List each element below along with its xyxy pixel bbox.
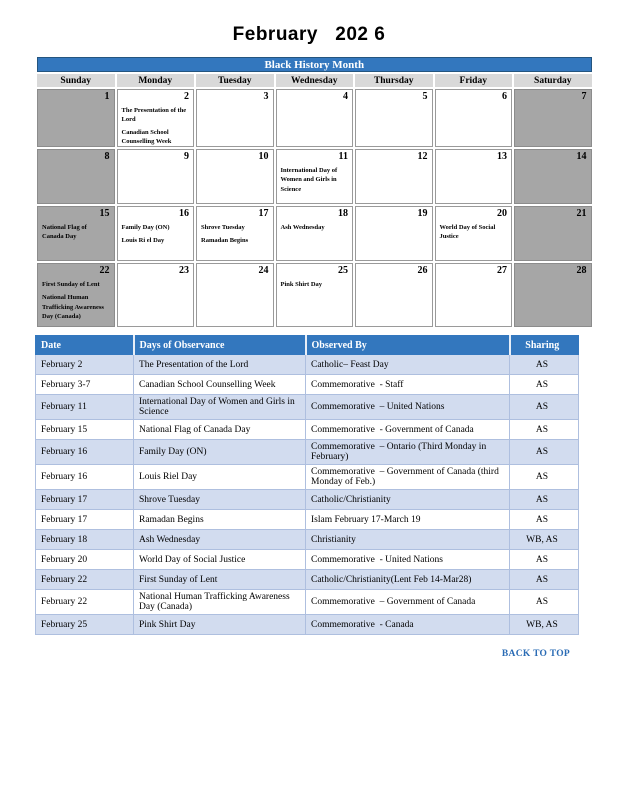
cell-sharing: WB, AS	[510, 615, 579, 635]
cell-sharing: AS	[510, 395, 579, 420]
day-number: 12	[417, 151, 428, 163]
cell-observed-by: Commemorative - United Nations	[306, 550, 510, 570]
cell-date: February 25	[36, 615, 134, 635]
cell-observed-by: Commemorative - Staff	[306, 375, 510, 395]
cell-date: February 18	[36, 530, 134, 550]
day-number: 25	[338, 265, 348, 277]
cell-observed-by: Catholic– Feast Day	[306, 355, 510, 375]
cell-observed-by: Commemorative – Ontario (Third Monday in February)	[306, 440, 510, 465]
cell-sharing: AS	[510, 550, 579, 570]
table-row	[36, 440, 579, 465]
dayname-tuesday: Tuesday	[196, 74, 274, 87]
calendar-day-25	[276, 263, 354, 327]
back-to-top-link[interactable]: BACK TO TOP	[501, 649, 570, 660]
table-row	[36, 420, 579, 440]
calendar-day-28	[514, 263, 592, 327]
calendar-week-2	[37, 149, 592, 204]
day-number: 28	[576, 265, 587, 277]
day-number: 13	[497, 151, 507, 163]
cell-date: February 20	[36, 550, 134, 570]
cell-observed-by: Commemorative - Government of Canada	[306, 420, 510, 440]
cell-sharing: AS	[510, 440, 579, 465]
cell-date: February 3-7	[36, 375, 134, 395]
calendar-event: Ash Wednesday	[280, 224, 325, 232]
cell-observance: Pink Shirt Day	[134, 615, 306, 635]
calendar-day-7	[514, 89, 592, 147]
day-number: 22	[99, 265, 110, 277]
cell-sharing: AS	[510, 590, 579, 615]
dayname-saturday: Saturday	[514, 74, 592, 87]
calendar-day-14	[514, 149, 592, 204]
cell-sharing: AS	[510, 420, 579, 440]
col-header-date: Date	[36, 336, 134, 355]
table-row	[36, 590, 579, 615]
calendar-week-4	[37, 263, 592, 327]
day-number: 9	[184, 151, 189, 163]
day-number: 15	[99, 208, 110, 220]
cell-observance: Ash Wednesday	[134, 530, 306, 550]
calendar-day-17	[196, 206, 274, 261]
table-row	[36, 490, 579, 510]
cell-observance: Family Day (ON)	[134, 440, 306, 465]
day-number: 16	[179, 208, 189, 220]
cell-observance: Louis Riel Day	[134, 465, 306, 490]
calendar-week-3	[37, 206, 592, 261]
dayname-wednesday: Wednesday	[276, 74, 354, 87]
cell-observed-by: Commemorative – Government of Canada (third Monday of Feb.)	[306, 465, 510, 490]
cell-date: February 17	[36, 490, 134, 510]
day-number: 3	[263, 91, 269, 102]
day-number: 5	[422, 91, 428, 102]
day-number: 1	[104, 91, 110, 102]
dayname-friday: Friday	[435, 74, 513, 87]
cell-sharing: WB, AS	[510, 530, 579, 550]
cell-observed-by: Islam February 17-March 19	[306, 510, 510, 530]
calendar-event: Canadian School Counselling Week	[121, 129, 172, 146]
calendar-day-22	[37, 263, 115, 327]
calendar-day-1	[37, 89, 115, 147]
cell-sharing: AS	[510, 355, 579, 375]
cell-observed-by: Commemorative – United Nations	[306, 395, 510, 420]
cell-observed-by: Catholic/Christianity(Lent Feb 14-Mar28)	[306, 570, 510, 590]
calendar-day-20	[435, 206, 513, 261]
day-number: 14	[576, 151, 587, 163]
day-number: 26	[417, 265, 428, 277]
table-row	[36, 615, 579, 635]
back-to-top-container	[0, 643, 578, 661]
col-header-observance: Days of Observance	[134, 336, 306, 355]
cell-observance: Shrove Tuesday	[134, 490, 306, 510]
day-number: 2	[184, 91, 189, 102]
calendar-event: Pink Shirt Day	[280, 281, 323, 289]
calendar-day-2	[117, 89, 195, 147]
calendar-dayname-row	[37, 74, 592, 87]
day-number: 4	[343, 91, 348, 102]
calendar-event: National Human Trafficking Awareness Day (Canada)	[42, 294, 104, 320]
day-number: 24	[258, 265, 269, 277]
cell-date: February 22	[36, 590, 134, 615]
cell-observance: World Day of Social Justice	[134, 550, 306, 570]
table-row	[36, 570, 579, 590]
day-number: 18	[338, 208, 348, 220]
col-header-observed-by: Observed By	[306, 336, 510, 355]
table-row	[36, 510, 579, 530]
calendar-event: First Sunday of Lent	[42, 281, 100, 289]
calendar-event: Family Day (ON)	[121, 224, 170, 232]
calendar-event: National Flag of Canada Day	[42, 224, 87, 241]
calendar-day-21	[514, 206, 592, 261]
calendar-week-1	[37, 89, 592, 147]
calendar-day-8	[37, 149, 115, 204]
calendar-event: Shrove Tuesday	[201, 224, 245, 232]
cell-date: February 16	[36, 465, 134, 490]
table-row	[36, 465, 579, 490]
cell-date: February 16	[36, 440, 134, 465]
day-number: 8	[104, 151, 110, 163]
calendar-banner-row	[37, 57, 592, 72]
calendar-event: International Day of Women and Girls in Science	[280, 167, 338, 193]
calendar-day-4	[276, 89, 354, 147]
calendar-day-3	[196, 89, 274, 147]
dayname-monday: Monday	[117, 74, 195, 87]
day-number: 20	[497, 208, 507, 220]
cell-observance: National Flag of Canada Day	[134, 420, 306, 440]
table-row	[36, 355, 579, 375]
dayname-sunday: Sunday	[37, 74, 115, 87]
calendar-day-15	[37, 206, 115, 261]
cell-observance: Canadian School Counselling Week	[134, 375, 306, 395]
table-row	[36, 550, 579, 570]
calendar-day-18	[276, 206, 354, 261]
cell-observed-by: Commemorative - Canada	[306, 615, 510, 635]
calendar-day-9	[117, 149, 195, 204]
cell-sharing: AS	[510, 510, 579, 530]
cell-sharing: AS	[510, 375, 579, 395]
calendar-day-10	[196, 149, 274, 204]
day-number: 23	[179, 265, 189, 277]
cell-observed-by: Christianity	[306, 530, 510, 550]
cell-observance: National Human Trafficking Awareness Day (Canada)	[134, 590, 306, 615]
observance-header-row	[36, 336, 579, 355]
day-number: 11	[338, 151, 348, 163]
cell-date: February 15	[36, 420, 134, 440]
cell-sharing: AS	[510, 570, 579, 590]
table-row	[36, 375, 579, 395]
calendar-day-23	[117, 263, 195, 327]
calendar-day-5	[355, 89, 433, 147]
calendar-day-13	[435, 149, 513, 204]
cell-observance: First Sunday of Lent	[134, 570, 306, 590]
day-number: 21	[576, 208, 587, 220]
cell-date: February 2	[36, 355, 134, 375]
calendar-day-11	[276, 149, 354, 204]
calendar-day-12	[355, 149, 433, 204]
cell-sharing: AS	[510, 490, 579, 510]
cell-observed-by: Catholic/Christianity	[306, 490, 510, 510]
observance-table	[35, 335, 579, 635]
cell-date: February 22	[36, 570, 134, 590]
cell-observed-by: Commemorative – Government of Canada	[306, 590, 510, 615]
day-number: 7	[581, 91, 587, 102]
page-title: February 202 6	[232, 24, 386, 45]
table-row	[36, 530, 579, 550]
col-header-sharing: Sharing	[510, 336, 579, 355]
cell-date: February 11	[36, 395, 134, 420]
calendar-day-16	[117, 206, 195, 261]
cell-sharing: AS	[510, 465, 579, 490]
calendar-day-26	[355, 263, 433, 327]
black-history-month-banner: Black History Month	[37, 57, 592, 72]
calendar-day-6	[435, 89, 513, 147]
day-number: 27	[497, 265, 507, 277]
cell-date: February 17	[36, 510, 134, 530]
day-number: 19	[417, 208, 428, 220]
cell-observance: International Day of Women and Girls in Science	[134, 395, 306, 420]
day-number: 10	[258, 151, 269, 163]
calendar-event: Louis Ri el Day	[121, 237, 165, 245]
day-number: 6	[502, 91, 507, 102]
calendar-day-24	[196, 263, 274, 327]
calendar-event: World Day of Social Justice	[439, 224, 496, 241]
month-calendar	[35, 55, 594, 329]
calendar-event: The Presentation of the Lord	[121, 107, 187, 124]
calendar-day-19	[355, 206, 433, 261]
calendar-event: Ramadan Begins	[201, 237, 249, 245]
table-row	[36, 395, 579, 420]
dayname-thursday: Thursday	[355, 74, 433, 87]
calendar-day-27	[435, 263, 513, 327]
cell-observance: Ramadan Begins	[134, 510, 306, 530]
cell-observance: The Presentation of the Lord	[134, 355, 306, 375]
day-number: 17	[258, 208, 269, 220]
